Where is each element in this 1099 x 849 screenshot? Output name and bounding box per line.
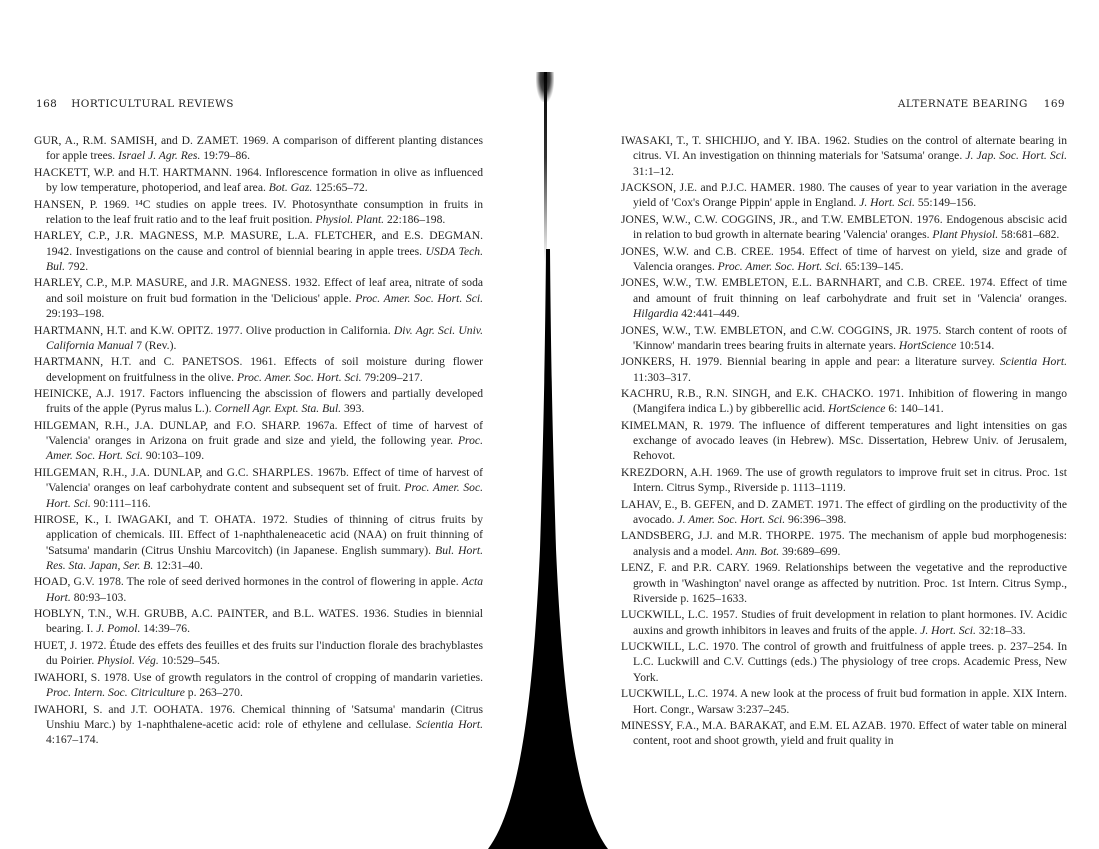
reference-text: 1954. Effect of time of harvest on yield, size and grade of Valencia oranges. [633, 244, 1067, 273]
reference-entry [34, 418, 483, 464]
reference-source: J. Hort. Sci. [920, 623, 976, 637]
reference-source: J. Jap. Soc. Hort. Sci. [965, 149, 1067, 163]
reference-text: 1957. Studies of fruit development in relation to plant hormones. IV. Acidic auxins and growth inhibitors in leaves and fruits of the apple. [633, 608, 1068, 637]
reference-entry [34, 354, 483, 385]
reference-authors: HARTMANN, H.T. and K.W. OPITZ. [34, 323, 214, 337]
reference-citation: 58:681–682. [1001, 228, 1060, 242]
reference-authors: LUCKWILL, L.C. [621, 687, 709, 701]
reference-authors: LUCKWILL, L.C. [621, 608, 709, 622]
reference-source: HortScience [898, 338, 957, 352]
reference-citation: 11:303–317. [633, 370, 691, 384]
reference-citation: 79:209–217. [364, 370, 423, 384]
reference-source: Scientia Hort. [416, 717, 483, 731]
reference-citation: 32:18–33. [978, 623, 1026, 637]
reference-source: Proc. Amer. Soc. Hort. Sci. [717, 259, 843, 273]
reference-authors: KIMELMAN, R. [621, 418, 704, 432]
reference-source: Proc. Amer. Soc. Hort. Sci. [46, 434, 483, 463]
reference-entry [34, 512, 483, 573]
reference-entry [621, 386, 1067, 417]
reference-entry [621, 244, 1067, 275]
reference-text: 1974. A new look at the process of fruit bud formation in apple. XIX Intern. Hort. Congr., Warsaw 3:237–245. [633, 687, 1068, 716]
reference-source: Israel J. Agr. Res. [118, 149, 201, 163]
reference-source: J. Hort. Sci. [859, 196, 915, 210]
reference-citation: 10:529–545. [161, 654, 220, 668]
reference-text: 1972. Studies of thinning of citrus fruits by application of chemicals. III. Effect of 1-naphthaleneacetic acid (NAA) on fruit thinning of 'Satsuma' mandarin (Citrus Unshiu Marcovitch) (in Japanese. English summary). [46, 513, 483, 557]
reference-source: Proc. Amer. Soc. Hort. Sci. [355, 291, 483, 305]
reference-source: HortScience [828, 402, 886, 416]
reference-source: Bul. Hort. Res. Sta. Japan, Ser. B. [46, 543, 483, 572]
reference-authors: KREZDORN, A.H. [621, 465, 713, 479]
reference-entry [621, 465, 1067, 496]
reference-text: 1962. Studies on the control of alternate bearing in citrus. VI. An investigation on thinning materials for 'Satsuma' orange. [633, 134, 1067, 163]
reference-entry [621, 560, 1067, 606]
reference-source: Cornell Agr. Expt. Sta. Bul. [214, 402, 342, 416]
reference-authors: JONKERS, H. [621, 355, 692, 369]
reference-entry [621, 718, 1067, 749]
reference-citation: 29:193–198. [46, 307, 105, 321]
reference-citation: 792. [67, 259, 89, 273]
spine-line [544, 72, 547, 262]
right-running-head [898, 98, 1065, 110]
reference-citation: 96:396–398. [788, 513, 847, 526]
reference-citation: 393. [343, 402, 365, 416]
reference-authors: JONES, W.W. and C.B. CREE. [621, 244, 774, 258]
reference-authors: HACKETT, W.P. and H.T. HARTMANN. [34, 165, 232, 179]
reference-text: 1979. Biennial bearing in apple and pear: a literature survey. [696, 355, 995, 369]
reference-citation: 31:1–12. [633, 164, 674, 178]
right-page-number: 169 [1043, 98, 1065, 110]
reference-citation: 55:149–156. [917, 196, 977, 210]
reference-text: 1969. Relationships between the vegetative and the reproductive growth in 'Washington' navel orange as affected by nutrition. Proc. 1st Intern. Citrus Symp., Riverside p. 1625–1633. [633, 561, 1067, 605]
reference-text: 1977. Olive production in California. [216, 323, 391, 337]
reference-text: 1976. Chemical thinning of 'Satsuma' mandarin (Citrus Unshiu Marc.) by 1-naphthalene-acetic acid: role of ethylene and cellulase. [46, 702, 484, 731]
reference-authors: HARTMANN, H.T. and C. PANETSOS. [34, 355, 243, 369]
reference-entry [34, 574, 483, 605]
left-reference-list [34, 133, 483, 749]
reference-entry [34, 386, 483, 417]
reference-text: 1972. Étude des effets des feuilles et des fruits sur l'induction florale des brachyblastes du Poirier. [46, 638, 483, 668]
reference-entry [621, 528, 1067, 559]
reference-authors: IWAHORI, S. [34, 670, 101, 684]
reference-entry [34, 323, 483, 354]
reference-text: 1974. Effect of time and amount of fruit thinning on leaf carbohydrate and fruit set in 'Valencia' oranges. [633, 276, 1067, 305]
reference-text: 1961. Effects of soil moisture during flower development on fruitfulness in the olive. [46, 355, 483, 384]
reference-authors: HEINICKE, A.J. [34, 387, 115, 401]
reference-authors: HILGEMAN, R.H., J.A. DUNLAP, and G.C. SHARPLES. [34, 465, 314, 479]
reference-citation: 65:139–145. [845, 259, 904, 273]
reference-text: 1936. Studies in biennial bearing. I. [46, 607, 484, 636]
reference-authors: MINESSY, F.A., M.A. BARAKAT, and E.M. EL AZAB. [621, 718, 887, 732]
reference-text: 1971. The effect of girdling on the productivity of the avocado. [633, 497, 1067, 526]
reference-text: 1932. Effect of leaf area, nitrate of soda and soil moisture on fruit bud formation in the 'Delicious' apple. [46, 276, 484, 305]
reference-entry [34, 275, 483, 321]
reference-source: J. Pomol. [96, 622, 141, 636]
reference-citation: 10:514. [959, 338, 995, 352]
reference-entry [34, 606, 483, 637]
reference-entry [34, 228, 483, 274]
reference-citation: 39:689–699. [782, 544, 841, 558]
reference-citation: 90:111–116. [93, 496, 151, 510]
reference-source: Div. Agr. Sci. Univ. California Manual [46, 323, 483, 352]
reference-source: Physiol. Plant. [315, 212, 385, 226]
reference-authors: JONES, W.W., C.W. COGGINS, JR., and T.W. EMBLETON. [621, 212, 913, 226]
reference-text: 1970. The control of growth and fruitfulness of apple trees. p. 237–254. In L.C. Luckwill and C.V. Cuttings (eds.) The physiology of tree crops. Academic Press, New York. [633, 640, 1068, 684]
reference-authors: HIROSE, K., I. IWAGAKI, and T. OHATA. [34, 513, 256, 526]
reference-source: Acta Hort. [46, 575, 483, 604]
reference-entry [621, 497, 1067, 528]
reference-entry [34, 638, 483, 669]
reference-authors: HUET, J. [34, 638, 78, 652]
reference-citation: 125:65–72. [315, 181, 368, 195]
reference-entry [621, 354, 1067, 385]
reference-authors: HOAD, G.V. [34, 575, 95, 589]
left-page-number: 168 [36, 98, 58, 110]
reference-text: 1967a. Effect of time of harvest of 'Valencia' oranges in Arizona on fruit grade and size and yield, the following year. [46, 418, 483, 448]
reference-authors: HARLEY, C.P., J.R. MAGNESS, M.P. MASURE, L.A. FLETCHER, and E.S. DEGMAN. [34, 229, 483, 243]
reference-citation: p. 263–270. [187, 686, 243, 700]
reference-source: J. Amer. Soc. Hort. Sci. [677, 513, 786, 526]
reference-text: 1978. Use of growth regulators in the control of cropping of mandarin varieties. [103, 670, 483, 684]
reference-text: 1976. Endogenous abscisic acid in relation to bud growth in alternate bearing 'Valencia' oranges. [633, 212, 1068, 242]
reference-text: 1971. Inhibition of flowering in mango (Mangifera indica L.) by gibberellic acid. [633, 387, 1067, 416]
reference-text: 1975. The mechanism of apple bud morphogenesis: analysis and a model. [633, 529, 1067, 558]
reference-entry [621, 686, 1067, 717]
reference-authors: GUR, A., R.M. SAMISH, and D. ZAMET. [34, 134, 239, 147]
reference-entry [34, 670, 483, 701]
right-page [555, 0, 1099, 849]
reference-text: 1975. Starch content of roots of 'Kinnow' mandarin trees bearing fruits in alternate years. [633, 323, 1067, 352]
reference-authors: JACKSON, J.E. and P.J.C. HAMER. [621, 181, 796, 195]
reference-authors: IWAHORI, S. and J.T. OOHATA. [34, 702, 204, 716]
reference-authors: HOBLYN, T.N., W.H. GRUBB, A.C. PAINTER, and B.L. WATES. [34, 607, 359, 621]
reference-entry [621, 607, 1067, 638]
reference-text: 1969. ¹⁴C studies on apple trees. IV. Photosynthate consumption in fruits in relation to the leaf fruit ratio and to the leaf fruit position. [46, 197, 483, 226]
reference-entry [621, 323, 1067, 354]
reference-text: 1980. The causes of year to year variation in the average yield of 'Cox's Orange Pippin' apple in England. [633, 181, 1067, 210]
reference-citation: 14:39–76. [143, 622, 190, 636]
left-page [0, 0, 540, 849]
reference-source: Ann. Bot. [735, 544, 780, 558]
reference-citation: 80:93–103. [73, 590, 127, 604]
reference-entry [34, 133, 483, 164]
reference-entry [621, 180, 1067, 211]
left-running-head [36, 98, 234, 110]
reference-text: 1942. Investigations on the cause and control of biennial bearing in apple trees. [46, 244, 423, 258]
right-running-title: ALTERNATE BEARING [897, 98, 1028, 110]
reference-source: Physiol. Vég. [97, 654, 159, 668]
reference-source: Hilgardia [633, 307, 679, 321]
reference-source: Scientia Hort. [999, 355, 1067, 369]
reference-authors: JONES, W.W., T.W. EMBLETON, and C.W. COGGINS, JR. [621, 323, 912, 337]
reference-text: 1969. The use of growth regulators to improve fruit set in citrus. Proc. 1st Intern. Citrus Symp., Riverside p. 1113–1119. [633, 465, 1067, 495]
reference-authors: IWASAKI, T., T. SHICHIJO, and Y. IBA. [621, 134, 821, 147]
reference-citation: 7 (Rev.). [136, 338, 177, 352]
reference-source: Proc. Amer. Soc. Hort. Sci. [236, 370, 362, 384]
reference-text: 1970. Effect of water table on mineral content, root and shoot growth, yield and fruit quality in [633, 718, 1067, 748]
reference-text: 1978. The role of seed derived hormones in the control of flowering in apple. [97, 575, 459, 589]
reference-entry [621, 275, 1067, 321]
reference-citation: 90:103–109. [145, 449, 205, 463]
reference-entry [34, 165, 483, 196]
reference-source: Proc. Intern. Soc. Citriculture [46, 686, 185, 700]
reference-authors: LAHAV, E., B. GEFEN, and D. ZAMET. [621, 497, 814, 511]
reference-source: USDA Tech. Bul. [46, 244, 483, 273]
reference-authors: LUCKWILL, L.C. [621, 640, 709, 654]
reference-citation: 19:79–86. [203, 149, 250, 163]
reference-text: 1979. The influence of different temperatures and light intensities on gas exchange of avocado leaves (in Hebrew). MSc. Dissertation, Hebrew Univ. of Jerusalem, Rehovot. [633, 418, 1067, 463]
reference-text: 1964. Inflorescence formation in olive as influenced by low temperature, photoperiod, and leaf area. [46, 165, 483, 195]
reference-citation: 12:31–40. [156, 558, 203, 572]
reference-text: 1967b. Effect of time of harvest of 'Valencia' oranges on leaf carbohydrate content and subsequent set of fruit. [46, 465, 483, 495]
reference-authors: LENZ, F. and P.R. CARY. [621, 561, 750, 575]
reference-citation: 6: 140–141. [888, 402, 944, 416]
reference-authors: JONES, W.W., T.W. EMBLETON, E.L. BARNHART, and C.B. CREE. [621, 276, 966, 290]
reference-source: Plant Physiol. [932, 228, 999, 242]
left-running-title: HORTICULTURAL REVIEWS [71, 98, 234, 110]
reference-citation: 22:186–198. [386, 212, 446, 226]
reference-entry [621, 133, 1067, 179]
reference-entry [34, 197, 483, 228]
reference-authors: HILGEMAN, R.H., J.A. DUNLAP, and F.O. SHARP. [34, 418, 301, 432]
reference-source: Bot. Gaz. [268, 181, 313, 195]
reference-entry [621, 212, 1067, 243]
reference-entry [34, 465, 483, 511]
reference-entry [621, 418, 1067, 464]
reference-citation: 42:441–449. [681, 307, 740, 321]
right-reference-list [621, 133, 1067, 750]
reference-entry [621, 639, 1067, 685]
reference-text: 1969. A comparison of different planting distances for apple trees. [46, 134, 484, 163]
reference-authors: LANDSBERG, J.J. and M.R. THORPE. [621, 529, 815, 543]
reference-authors: HANSEN, P. [34, 197, 98, 211]
reference-entry [34, 702, 483, 748]
reference-citation: 4:167–174. [46, 733, 99, 747]
reference-authors: HARLEY, C.P., M.P. MASURE, and J.R. MAGNESS. [34, 276, 291, 290]
reference-authors: KACHRU, R.B., R.N. SINGH, and E.K. CHACKO. [621, 387, 874, 401]
reference-text: 1917. Factors influencing the abscission of flowers and partially developed fruits of the apple (Pyrus malus L.). [46, 387, 483, 416]
reference-source: Proc. Amer. Soc. Hort. Sci. [46, 481, 483, 510]
